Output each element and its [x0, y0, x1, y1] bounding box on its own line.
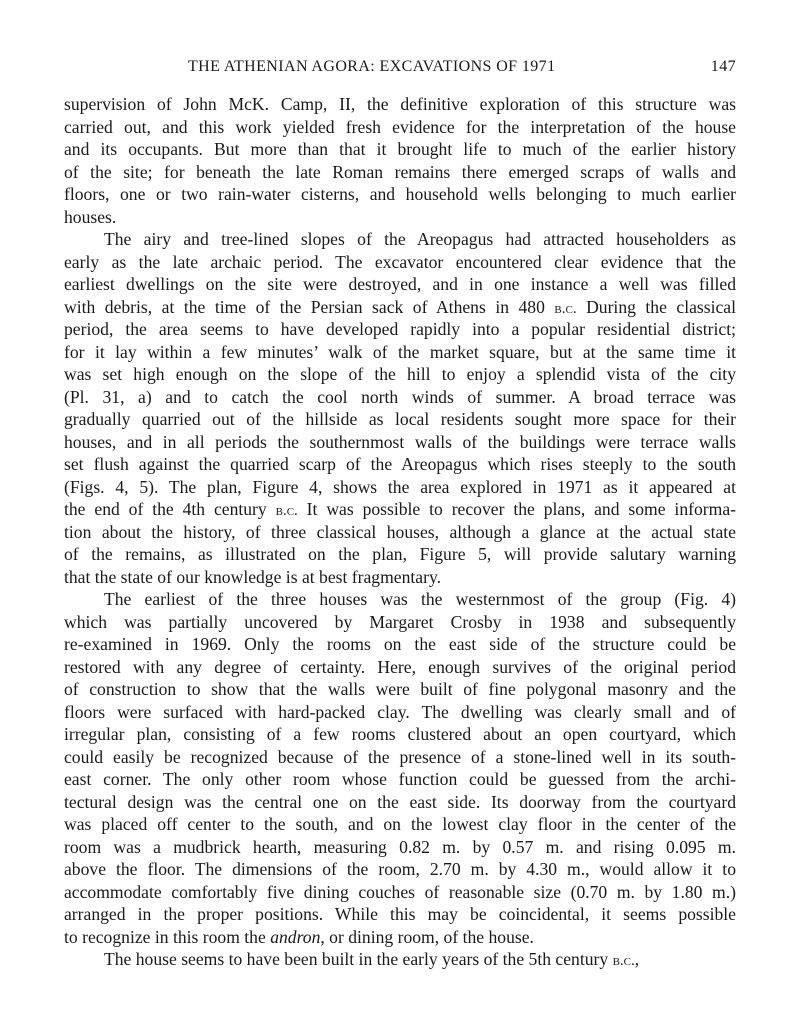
text-line: period, the area seems to have developed rapidly into a popular residential district; — [64, 319, 736, 339]
text-line: arranged in the proper positions. While this may be coincidental, it seems possible — [64, 904, 736, 924]
text-line: restored with any degree of certainty. Here, enough survives of the original period — [64, 656, 736, 677]
running-title: THE ATHENIAN AGORA: EXCAVATIONS OF 1971 — [188, 58, 556, 75]
text-line: The earliest of the three houses was the westernmost of the group (Fig. 4) — [104, 589, 736, 609]
text-line: The airy and tree-lined slopes of the Areopagus had attracted householders as — [104, 229, 736, 249]
text-line: that the state of our knowledge is at best fragmentary. — [64, 566, 442, 587]
text-line: houses. — [64, 206, 117, 227]
text-line: re-examined in 1969. Only the rooms on the east side of the structure could be — [64, 634, 736, 654]
text-line: tion about the history, of three classical houses, although a glance at the actual state — [64, 521, 736, 542]
text-line: room was a mudbrick hearth, measuring 0.82 m. by 0.57 m. and rising 0.095 m. — [64, 836, 736, 857]
text-line: carried out, and this work yielded fresh evidence for the interpretation of the house — [64, 116, 736, 137]
text-line: above the floor. The dimensions of the room, 2.70 m. by 4.30 m., would allow it to — [64, 859, 736, 879]
text-line: The house seems to have been built in the early years of the 5th century b.c., — [104, 949, 640, 969]
text-line: for it lay within a few minutes’ walk of the market square, but at the same time it — [64, 341, 736, 362]
text-line: tectural design was the central one on the east side. Its doorway from the courtyard — [64, 791, 736, 812]
text-line: earliest dwellings on the site were destroyed, and in one instance a well was filled — [64, 274, 736, 294]
text-line: supervision of John McK. Camp, II, the definitive exploration of this structure was — [64, 94, 736, 114]
body-text — [64, 93, 736, 971]
text-line: of the remains, as illustrated on the plan, Figure 5, will provide salutary warning — [64, 544, 736, 564]
text-line: irregular plan, consisting of a few rooms clustered about an open courtyard, which — [64, 724, 736, 744]
text-line: of construction to show that the walls were built of fine polygonal masonry and the — [64, 679, 736, 699]
text-line: of the site; for beneath the late Roman remains there emerged scraps of walls and — [64, 161, 736, 182]
text-line: set flush against the quarried scarp of the Areopagus which rises steeply to the south — [64, 454, 736, 474]
text-line: east corner. The only other room whose function could be guessed from the archi- — [64, 769, 736, 789]
text-line: was placed off center to the south, and on the lowest clay floor in the center of the — [64, 814, 736, 834]
text-line: floors were surfaced with hard-packed clay. The dwelling was clearly small and of — [64, 701, 736, 722]
text-line: early as the late archaic period. The excavator encountered clear evidence that the — [64, 251, 736, 272]
text-line: (Pl. 31, a) and to catch the cool north winds of summer. A broad terrace was — [64, 386, 736, 407]
text-line: could easily be recognized because of the presence of a stone-lined well in its south- — [64, 746, 736, 767]
text-line: the end of the 4th century b.c. It was possible to recover the plans, and some informa- — [64, 499, 736, 519]
text-line: houses, and in all periods the southernmost walls of the buildings were terrace walls — [64, 431, 736, 452]
text-line: and its occupants. But more than that it brought life to much of the earlier history — [64, 139, 736, 159]
text-line: with debris, at the time of the Persian sack of Athens in 480 b.c. During the classical — [64, 296, 736, 317]
text-line: to recognize in this room the andron, or dining room, of the house. — [64, 926, 534, 947]
text-line: which was partially uncovered by Margaret Crosby in 1938 and subsequently — [64, 611, 736, 632]
text-line: (Figs. 4, 5). The plan, Figure 4, shows the area explored in 1971 as it appeared at — [64, 476, 736, 497]
page-number: 147 — [710, 58, 736, 75]
running-header — [64, 58, 736, 82]
text-line: was set high enough on the slope of the hill to enjoy a splendid vista of the city — [64, 364, 736, 384]
text-line: gradually quarried out of the hillside as local residents sought more space for their — [64, 409, 736, 429]
text-line: accommodate comfortably five dining couches of reasonable size (0.70 m. by 1.80 m.) — [64, 881, 736, 902]
text-line: floors, one or two rain-water cisterns, and household wells belonging to much earlier — [64, 184, 736, 204]
